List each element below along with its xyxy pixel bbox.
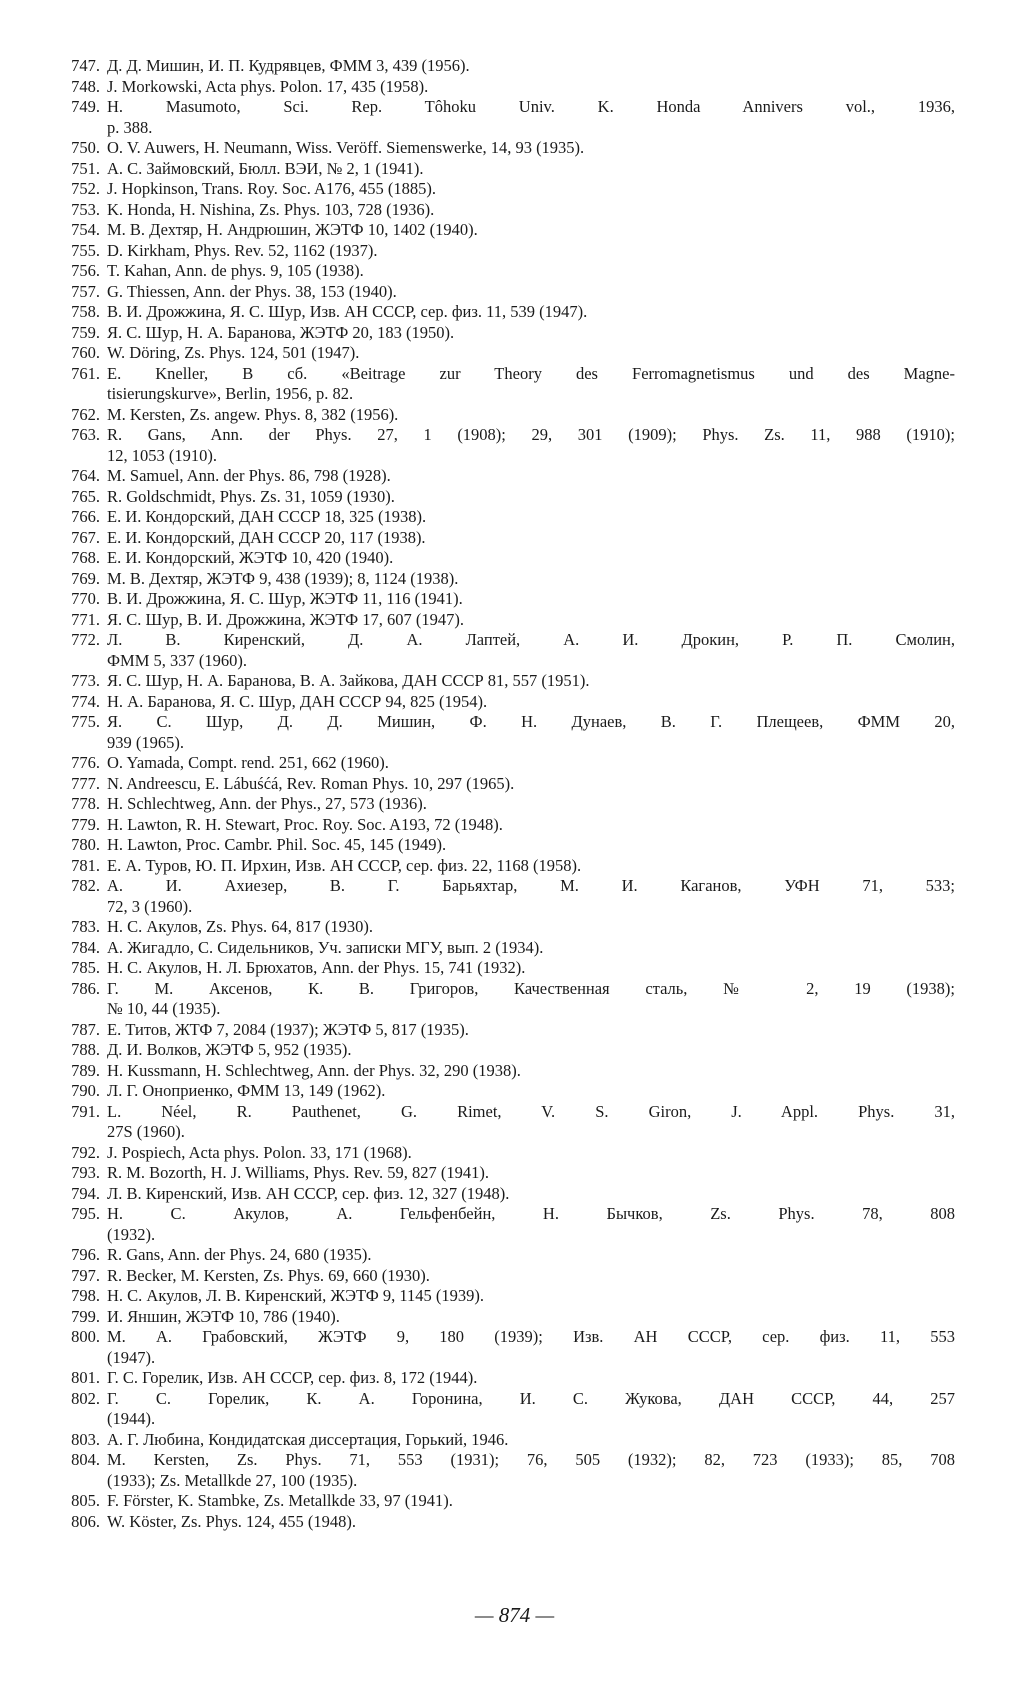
reference-entry bbox=[50, 774, 955, 795]
reference-text: J. Hopkinson, Trans. Roy. Soc. A176, 455 (1885). bbox=[107, 179, 436, 198]
reference-number: 771. bbox=[71, 609, 100, 629]
reference-text: H. Schlechtweg, Ann. der Phys., 27, 573 (1936). bbox=[107, 794, 427, 813]
reference-entry bbox=[50, 77, 955, 98]
reference-entry bbox=[50, 1245, 955, 1266]
reference-text: (1947). bbox=[107, 1347, 156, 1367]
reference-number: 755. bbox=[71, 240, 100, 260]
reference-text: H. Lawton, R. H. Stewart, Proc. Roy. Soc. A193, 72 (1948). bbox=[107, 814, 503, 834]
reference-text: Л. В. Киренский, Д. А. Лаптей, А. И. Дрокин, Р. П. Смолин, bbox=[107, 630, 955, 649]
reference-text: K. Honda, H. Nishina, Zs. Phys. 103, 728 (1936). bbox=[107, 199, 435, 219]
reference-number: 784. bbox=[71, 937, 100, 957]
reference-entry bbox=[50, 1081, 955, 1102]
reference-list bbox=[50, 56, 955, 1532]
reference-continuation bbox=[50, 651, 955, 672]
reference-continuation bbox=[50, 733, 955, 754]
reference-number: 790. bbox=[71, 1081, 100, 1100]
reference-number bbox=[50, 1348, 107, 1369]
reference-entry bbox=[50, 876, 955, 897]
reference-number: 752. bbox=[71, 179, 100, 198]
reference-number: 774. bbox=[71, 691, 100, 711]
reference-text: 27S (1960). bbox=[107, 1122, 185, 1141]
reference-number: 780. bbox=[71, 835, 100, 854]
reference-entry bbox=[50, 1102, 955, 1123]
reference-text: Л. Г. Оноприенко, ФММ 13, 149 (1962). bbox=[107, 1081, 386, 1100]
reference-entry bbox=[50, 200, 955, 221]
reference-text: А. Г. Любина, Кондидатская диссертация, Горький, 1946. bbox=[107, 1429, 509, 1449]
reference-entry bbox=[50, 569, 955, 590]
reference-continuation bbox=[50, 1225, 955, 1246]
reference-entry bbox=[50, 1368, 955, 1389]
reference-text: Е. Титов, ЖТФ 7, 2084 (1937); ЖЭТФ 5, 817 (1935). bbox=[107, 1019, 469, 1039]
reference-text: G. Thiessen, Ann. der Phys. 38, 153 (1940). bbox=[107, 281, 397, 301]
reference-entry bbox=[50, 302, 955, 323]
reference-number: 773. bbox=[71, 671, 100, 690]
reference-number bbox=[50, 446, 107, 467]
reference-number: 770. bbox=[71, 589, 100, 608]
reference-entry bbox=[50, 1491, 955, 1512]
reference-entry bbox=[50, 241, 955, 262]
reference-number: 794. bbox=[71, 1183, 100, 1203]
reference-entry bbox=[50, 425, 955, 446]
reference-entry bbox=[50, 1040, 955, 1061]
reference-text: H. Kussmann, H. Schlechtweg, Ann. der Phys. 32, 290 (1938). bbox=[107, 1060, 521, 1080]
reference-text: Е. И. Кондорский, ЖЭТФ 10, 420 (1940). bbox=[107, 548, 394, 567]
reference-number bbox=[50, 897, 107, 918]
reference-entry bbox=[50, 1266, 955, 1287]
reference-text: M. Samuel, Ann. der Phys. 86, 798 (1928). bbox=[107, 466, 391, 485]
reference-number: 760. bbox=[71, 343, 100, 362]
reference-number: 801. bbox=[71, 1368, 100, 1387]
reference-continuation bbox=[50, 1348, 955, 1369]
reference-number: 795. bbox=[71, 1204, 100, 1223]
reference-text: Е. А. Туров, Ю. П. Ирхин, Изв. АН СССР, сер. физ. 22, 1168 (1958). bbox=[107, 855, 582, 875]
reference-entry bbox=[50, 589, 955, 610]
reference-entry bbox=[50, 1061, 955, 1082]
reference-continuation bbox=[50, 1409, 955, 1430]
reference-text: Д. Д. Мишин, И. П. Кудрявцев, ФММ 3, 439 (1956). bbox=[107, 56, 470, 75]
reference-text: H. Lawton, Proc. Cambr. Phil. Soc. 45, 145 (1949). bbox=[107, 835, 447, 854]
reference-text: Л. В. Киренский, Изв. АН СССР, сер. физ. 12, 327 (1948). bbox=[107, 1183, 510, 1203]
reference-text: М. А. Грабовский, ЖЭТФ 9, 180 (1939); Изв. АН СССР, сер. физ. 11, 553 bbox=[107, 1327, 955, 1346]
reference-entry bbox=[50, 97, 955, 118]
reference-text: M. Kersten, Zs. Phys. 71, 553 (1931); 76, 505 (1932); 82, 723 (1933); 85, 708 bbox=[107, 1450, 955, 1469]
reference-entry bbox=[50, 794, 955, 815]
reference-entry bbox=[50, 815, 955, 836]
reference-text: R. Gans, Ann. der Phys. 24, 680 (1935). bbox=[107, 1245, 372, 1264]
reference-text: J. Pospiech, Acta phys. Polon. 33, 171 (1968). bbox=[107, 1142, 412, 1162]
reference-entry bbox=[50, 282, 955, 303]
reference-text: Е. И. Кондорский, ДАН СССР 20, 117 (1938). bbox=[107, 527, 426, 547]
reference-number: 768. bbox=[71, 548, 100, 567]
reference-text: Н. С. Акулов, А. Гельфенбейн, Н. Бычков, Zs. Phys. 78, 808 bbox=[107, 1204, 955, 1223]
reference-number: 764. bbox=[71, 466, 100, 485]
reference-number: 800. bbox=[71, 1327, 100, 1346]
reference-text: O. Yamada, Compt. rend. 251, 662 (1960). bbox=[107, 753, 389, 772]
reference-text: N. Andreescu, E. Lábuśćá, Rev. Roman Phys. 10, 297 (1965). bbox=[107, 773, 515, 793]
reference-text: W. Köster, Zs. Phys. 124, 455 (1948). bbox=[107, 1511, 356, 1531]
reference-entry bbox=[50, 1143, 955, 1164]
reference-text: D. Kirkham, Phys. Rev. 52, 1162 (1937). bbox=[107, 240, 378, 260]
reference-text: Я. С. Шур, Н. А. Баранова, ЖЭТФ 20, 183 (1950). bbox=[107, 322, 455, 342]
reference-text: (1932). bbox=[107, 1224, 156, 1244]
reference-text: R. Gans, Ann. der Phys. 27, 1 (1908); 29, 301 (1909); Phys. Zs. 11, 988 (1910); bbox=[107, 425, 955, 444]
reference-entry bbox=[50, 958, 955, 979]
reference-text: Е. И. Кондорский, ДАН СССР 18, 325 (1938). bbox=[107, 507, 427, 526]
reference-text: В. И. Дрожжина, Я. С. Шур, ЖЭТФ 11, 116 (1941). bbox=[107, 589, 463, 608]
reference-entry bbox=[50, 343, 955, 364]
reference-number: 748. bbox=[71, 76, 100, 96]
reference-number bbox=[50, 1122, 107, 1143]
reference-text: Г. С. Горелик, Изв. АН СССР, сер. физ. 8, 172 (1944). bbox=[107, 1368, 478, 1387]
reference-text: № 10, 44 (1935). bbox=[107, 999, 221, 1018]
reference-number: 766. bbox=[71, 507, 100, 526]
reference-entry bbox=[50, 753, 955, 774]
reference-number: 804. bbox=[71, 1450, 100, 1469]
reference-number bbox=[50, 1409, 107, 1430]
reference-number: 805. bbox=[71, 1491, 100, 1510]
reference-entry bbox=[50, 979, 955, 1000]
reference-entry bbox=[50, 1512, 955, 1533]
reference-number bbox=[50, 1225, 107, 1246]
reference-entry bbox=[50, 1204, 955, 1225]
reference-entry bbox=[50, 159, 955, 180]
reference-entry bbox=[50, 1430, 955, 1451]
reference-number: 747. bbox=[71, 56, 100, 75]
reference-entry bbox=[50, 1389, 955, 1410]
reference-number: 792. bbox=[71, 1142, 100, 1162]
reference-text: 72, 3 (1960). bbox=[107, 896, 193, 916]
reference-text: T. Kahan, Ann. de phys. 9, 105 (1938). bbox=[107, 261, 364, 280]
reference-number: 779. bbox=[71, 814, 100, 834]
reference-number: 803. bbox=[71, 1429, 100, 1449]
reference-text: R. Becker, M. Kersten, Zs. Phys. 69, 660 (1930). bbox=[107, 1265, 430, 1285]
reference-text: H. Masumoto, Sci. Rep. Tôhoku Univ. K. Honda Annivers vol., 1936, bbox=[107, 97, 955, 116]
reference-number bbox=[50, 118, 107, 139]
reference-entry bbox=[50, 364, 955, 385]
reference-number: 797. bbox=[71, 1265, 100, 1285]
reference-number: 776. bbox=[71, 753, 100, 772]
reference-entry bbox=[50, 1286, 955, 1307]
reference-entry bbox=[50, 261, 955, 282]
reference-text: Я. С. Шур, Н. А. Баранова, В. А. Зайкова, ДАН СССР 81, 557 (1951). bbox=[107, 671, 590, 690]
reference-text: E. Kneller, В сб. «Beitrage zur Theory des Ferromagnetismus und des Magne- bbox=[107, 363, 955, 383]
reference-text: М. В. Дехтяр, Н. Андрюшин, ЖЭТФ 10, 1402 (1940). bbox=[107, 220, 478, 239]
reference-text: Н. А. Баранова, Я. С. Шур, ДАН СССР 94, 825 (1954). bbox=[107, 691, 488, 711]
reference-entry bbox=[50, 1163, 955, 1184]
reference-entry bbox=[50, 548, 955, 569]
reference-number: 778. bbox=[71, 794, 100, 813]
reference-text: R. M. Bozorth, H. J. Williams, Phys. Rev. 59, 827 (1941). bbox=[107, 1163, 490, 1182]
reference-number: 756. bbox=[71, 261, 100, 280]
reference-text: ФММ 5, 337 (1960). bbox=[107, 650, 247, 670]
reference-text: F. Förster, K. Stambke, Zs. Metallkde 33, 97 (1941). bbox=[107, 1491, 453, 1510]
reference-entry bbox=[50, 712, 955, 733]
reference-continuation bbox=[50, 446, 955, 467]
reference-continuation bbox=[50, 1122, 955, 1143]
reference-text: J. Morkowski, Acta phys. Polon. 17, 435 (1958). bbox=[107, 76, 429, 96]
reference-text: М. В. Дехтяр, ЖЭТФ 9, 438 (1939); 8, 1124 (1938). bbox=[107, 568, 459, 588]
reference-text: R. Goldschmidt, Phys. Zs. 31, 1059 (1930). bbox=[107, 486, 395, 506]
reference-text: Г. С. Горелик, К. А. Горонина, И. С. Жукова, ДАН СССР, 44, 257 bbox=[107, 1388, 955, 1408]
reference-continuation bbox=[50, 999, 955, 1020]
reference-number: 782. bbox=[71, 876, 100, 895]
reference-number: 763. bbox=[71, 425, 100, 444]
reference-entry bbox=[50, 917, 955, 938]
reference-entry bbox=[50, 692, 955, 713]
reference-number: 791. bbox=[71, 1101, 100, 1121]
reference-number: 787. bbox=[71, 1019, 100, 1039]
reference-entry bbox=[50, 835, 955, 856]
reference-entry bbox=[50, 323, 955, 344]
reference-entry bbox=[50, 179, 955, 200]
reference-continuation bbox=[50, 384, 955, 405]
reference-continuation bbox=[50, 1471, 955, 1492]
reference-entry bbox=[50, 220, 955, 241]
reference-number: 753. bbox=[71, 199, 100, 219]
reference-number: 783. bbox=[71, 917, 100, 936]
reference-number: 759. bbox=[71, 322, 100, 342]
reference-number bbox=[50, 1471, 107, 1492]
reference-text: L. Néel, R. Pauthenet, G. Rimet, V. S. Giron, J. Appl. Phys. 31, bbox=[107, 1101, 955, 1121]
reference-number: 798. bbox=[71, 1286, 100, 1305]
reference-continuation bbox=[50, 897, 955, 918]
reference-number: 793. bbox=[71, 1163, 100, 1182]
reference-number: 786. bbox=[71, 978, 100, 998]
reference-text: (1933); Zs. Metallkde 27, 100 (1935). bbox=[107, 1470, 358, 1490]
reference-entry bbox=[50, 487, 955, 508]
reference-number: 781. bbox=[71, 855, 100, 875]
reference-number bbox=[50, 733, 107, 754]
reference-entry bbox=[50, 1327, 955, 1348]
reference-text: А. Жигадло, С. Сидельников, Уч. записки МГУ, вып. 2 (1934). bbox=[107, 937, 544, 957]
reference-number: 761. bbox=[71, 363, 100, 383]
reference-entry bbox=[50, 405, 955, 426]
reference-number bbox=[50, 651, 107, 672]
reference-entry bbox=[50, 610, 955, 631]
reference-number: 777. bbox=[71, 773, 100, 793]
reference-continuation bbox=[50, 118, 955, 139]
reference-number: 749. bbox=[71, 97, 100, 116]
reference-number: 767. bbox=[71, 527, 100, 547]
reference-text: 939 (1965). bbox=[107, 732, 184, 752]
reference-entry bbox=[50, 630, 955, 651]
reference-number: 772. bbox=[71, 630, 100, 649]
reference-text: p. 388. bbox=[107, 117, 153, 137]
reference-number: 775. bbox=[71, 712, 100, 731]
reference-text: А. И. Ахиезер, В. Г. Барьяхтар, М. И. Каганов, УФН 71, 533; bbox=[107, 876, 955, 895]
reference-number: 750. bbox=[71, 138, 100, 157]
reference-text: Я. С. Шур, В. И. Дрожжина, ЖЭТФ 17, 607 (1947). bbox=[107, 609, 464, 629]
reference-entry bbox=[50, 56, 955, 77]
reference-entry bbox=[50, 856, 955, 877]
reference-text: Н. С. Акулов, Zs. Phys. 64, 817 (1930). bbox=[107, 917, 374, 936]
reference-number: 802. bbox=[71, 1388, 100, 1408]
reference-number: 785. bbox=[71, 958, 100, 977]
reference-text: В. И. Дрожжина, Я. С. Шур, Изв. АН СССР, сер. физ. 11, 539 (1947). bbox=[107, 302, 588, 321]
reference-text: А. С. Займовский, Бюлл. ВЭИ, № 2, 1 (1941). bbox=[107, 158, 424, 178]
reference-text: M. Kersten, Zs. angew. Phys. 8, 382 (1956). bbox=[107, 404, 399, 424]
reference-number: 806. bbox=[71, 1511, 100, 1531]
reference-number: 757. bbox=[71, 281, 100, 301]
reference-entry bbox=[50, 1184, 955, 1205]
reference-number: 758. bbox=[71, 302, 100, 321]
reference-number: 751. bbox=[71, 158, 100, 178]
reference-text: Д. И. Волков, ЖЭТФ 5, 952 (1935). bbox=[107, 1040, 352, 1059]
reference-number: 762. bbox=[71, 404, 100, 424]
reference-entry bbox=[50, 1450, 955, 1471]
reference-entry bbox=[50, 671, 955, 692]
reference-text: 12, 1053 (1910). bbox=[107, 445, 217, 465]
reference-entry bbox=[50, 1020, 955, 1041]
reference-number: 769. bbox=[71, 568, 100, 588]
reference-number: 799. bbox=[71, 1306, 100, 1326]
reference-number: 796. bbox=[71, 1245, 100, 1264]
reference-text: (1944). bbox=[107, 1409, 156, 1428]
reference-text: Н. С. Акулов, Н. Л. Брюхатов, Ann. der Phys. 15, 741 (1932). bbox=[107, 958, 526, 977]
reference-entry bbox=[50, 507, 955, 528]
reference-text: Г. М. Аксенов, К. В. Григоров, Качественная сталь, № 2, 19 (1938); bbox=[107, 978, 955, 998]
reference-number: 788. bbox=[71, 1040, 100, 1059]
reference-entry bbox=[50, 528, 955, 549]
reference-number: 754. bbox=[71, 220, 100, 239]
reference-entry bbox=[50, 138, 955, 159]
reference-text: W. Döring, Zs. Phys. 124, 501 (1947). bbox=[107, 343, 360, 362]
reference-number bbox=[50, 999, 107, 1020]
reference-entry bbox=[50, 466, 955, 487]
reference-text: Я. С. Шур, Д. Д. Мишин, Ф. Н. Дунаев, В. Г. Плещеев, ФММ 20, bbox=[107, 712, 955, 731]
reference-number bbox=[50, 384, 107, 405]
page-number: — 874 — bbox=[474, 1603, 555, 1627]
reference-text: И. Яншин, ЖЭТФ 10, 786 (1940). bbox=[107, 1306, 340, 1326]
reference-entry bbox=[50, 1307, 955, 1328]
reference-text: tisierungskurve», Berlin, 1956, p. 82. bbox=[107, 384, 354, 403]
reference-number: 789. bbox=[71, 1060, 100, 1080]
reference-entry bbox=[50, 938, 955, 959]
reference-text: Н. С. Акулов, Л. В. Киренский, ЖЭТФ 9, 1145 (1939). bbox=[107, 1286, 485, 1305]
reference-text: O. V. Auwers, H. Neumann, Wiss. Veröff. Siemenswerke, 14, 93 (1935). bbox=[107, 138, 585, 157]
reference-number: 765. bbox=[71, 486, 100, 506]
